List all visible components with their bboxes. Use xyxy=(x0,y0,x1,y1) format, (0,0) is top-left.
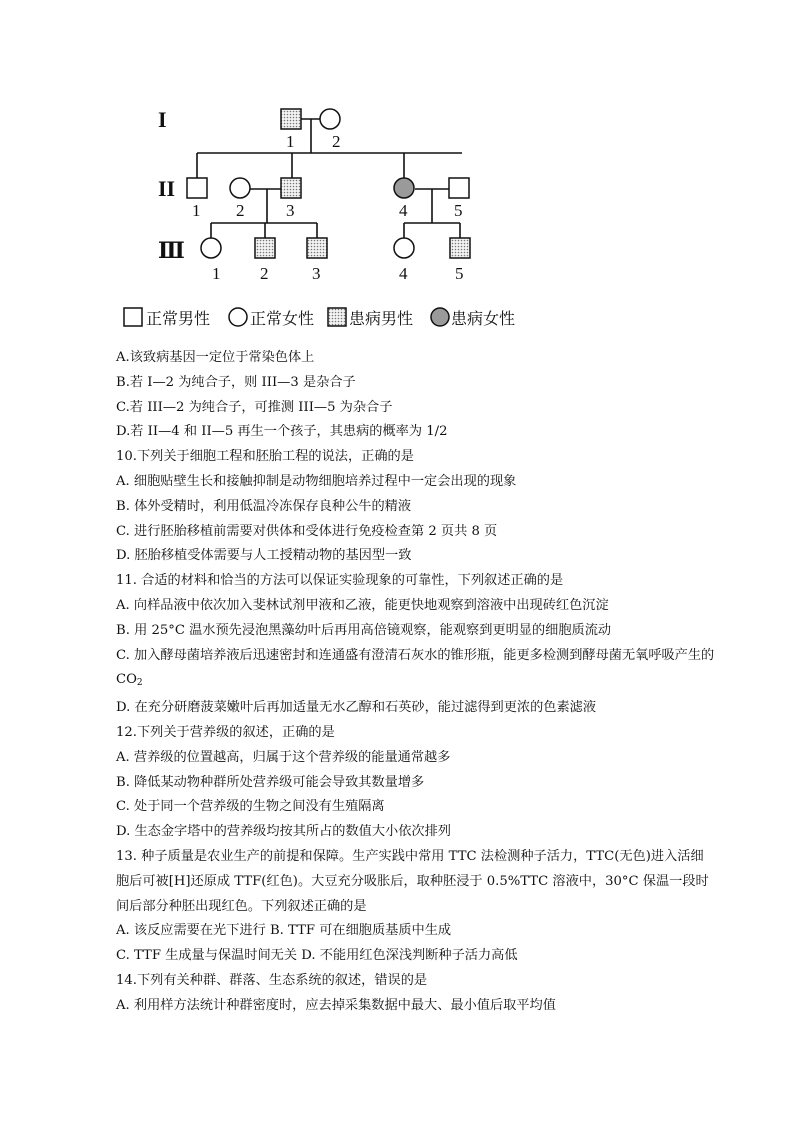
q11-option-a: A. 向样品液中依次加入斐林试剂甲液和乙液，能更快地观察到溶液中出现砖红色沉淀 xyxy=(116,597,609,613)
q10-option-a: A. 细胞贴壁生长和接触抑制是动物细胞培养过程中一定会出现的现象 xyxy=(116,473,517,489)
num-III-2: 2 xyxy=(260,264,269,283)
gen-label-I: I xyxy=(158,107,167,132)
num-III-1: 1 xyxy=(212,264,221,283)
III-1-normal-female xyxy=(201,238,221,258)
q12-option-b: B. 降低某动物种群所处营养级可能会导致其数量增多 xyxy=(116,774,425,790)
II-5-normal-male xyxy=(449,178,469,198)
num-I-2: 2 xyxy=(332,132,341,151)
q11-option-d: D. 在充分研磨菠菜嫩叶后再加适量无水乙醇和石英砂，能过滤得到更浓的色素滤液 xyxy=(116,700,597,716)
q14-option-a: A. 利用样方法统计种群密度时，应去掉采集数据中最大、最小值后取平均值 xyxy=(116,997,556,1013)
q9-option-a: A.该致病基因一定位于常染色体上 xyxy=(116,350,315,365)
q10-option-c: C. 进行胚胎移植前需要对供体和受体进行免疫检查第 2 页共 8 页 xyxy=(116,523,498,539)
legend-normal-female: 正常女性 xyxy=(250,309,315,328)
q10-option-d: D. 胚胎移植受体需要与人工授精动物的基因型一致 xyxy=(116,548,412,564)
q11-stem: 11. 合适的材料和恰当的方法可以保证实验现象的可靠性，下列叙述正确的是 xyxy=(116,573,564,589)
q11-option-b: B. 用 25°C 温水预先浸泡黑藻幼叶后再用高倍镜观察，能观察到更明显的细胞质流动 xyxy=(116,622,612,638)
q9-option-c: C.若 III—2 为纯合子，可推测 III—5 为杂合子 xyxy=(116,399,393,415)
I-1-affected-male xyxy=(281,109,301,129)
num-II-2: 2 xyxy=(236,201,245,220)
II-1-normal-male xyxy=(187,178,207,198)
II-4-affected-female xyxy=(394,178,414,198)
q12-option-a: A. 营养级的位置越高，归属于这个营养级的能量通常越多 xyxy=(116,749,451,765)
q11-option-c-subscript: 2 xyxy=(136,678,143,689)
num-II-3: 3 xyxy=(286,201,295,220)
III-2-affected-male xyxy=(255,238,275,258)
num-II-5: 5 xyxy=(454,201,463,220)
q9-option-d: D.若 II—4 和 II—5 再生一个孩子，其患病的概率为 1/2 xyxy=(116,424,448,440)
legend-affected-female-icon xyxy=(431,308,449,326)
legend-affected-female: 患病女性 xyxy=(451,309,516,328)
legend-normal-female-icon xyxy=(229,308,247,326)
III-5-affected-male xyxy=(450,238,470,258)
I-2-normal-female xyxy=(320,109,340,129)
num-III-5: 5 xyxy=(455,264,464,283)
q10-stem: 10.下列关于细胞工程和胚胎工程的说法，正确的是 xyxy=(116,449,414,465)
II-3-affected-male xyxy=(281,178,301,198)
q13-options-ab: A. 该反应需要在光下进行 B. TTF 可在细胞质基质中生成 xyxy=(116,923,452,939)
num-II-4: 4 xyxy=(399,201,408,220)
q9-option-b: B.若 I—2 为纯合子，则 III—3 是杂合子 xyxy=(116,374,356,390)
III-4-normal-female xyxy=(394,238,414,258)
q14-stem: 14.下列有关种群、群落、生态系统的叙述，错误的是 xyxy=(116,972,428,988)
num-I-1: 1 xyxy=(286,132,295,151)
q12-option-d: D. 生态金字塔中的营养级均按其所占的数值大小依次排列 xyxy=(116,824,451,840)
legend-affected-male-icon xyxy=(328,308,346,326)
q13-options-cd: C. TTF 生成量与保温时间无关 D. 不能用红色深浅判断种子活力高低 xyxy=(116,948,518,964)
gen-label-III: Ⅲ xyxy=(158,238,185,263)
question-text xyxy=(116,346,716,1019)
legend-normal-male-icon xyxy=(124,308,142,326)
num-III-3: 3 xyxy=(312,264,321,283)
III-3-affected-male xyxy=(307,238,327,258)
q10-option-b: B. 体外受精时，利用低温冷冻保存良种公牛的精液 xyxy=(116,498,412,514)
num-III-4: 4 xyxy=(399,264,408,283)
q11-option-c-text: C. 加入酵母菌培养液后迅速密封和连通盛有澄清石灰水的锥形瓶，能更多检测到酵母菌无氧呼吸产生的 CO xyxy=(116,647,715,688)
q11-option-c xyxy=(116,644,716,697)
gen-label-II: II xyxy=(158,176,176,201)
legend-affected-male: 患病男性 xyxy=(349,309,414,328)
pedigree-chart xyxy=(118,98,538,338)
q12-option-c: C. 处于同一个营养级的生物之间没有生殖隔离 xyxy=(116,799,385,815)
legend-normal-male: 正常男性 xyxy=(146,309,211,328)
pedigree-legend xyxy=(124,308,515,328)
q12-stem: 12.下列关于营养级的叙述，正确的是 xyxy=(116,724,335,740)
num-II-1: 1 xyxy=(192,201,201,220)
II-2-normal-female xyxy=(230,178,250,198)
q13-stem: 13. 种子质量是农业生产的前提和保障。生产实践中常用 TTC 法检测种子活力，TTC(无色)进入活细胞后可被[H]还原成 TTF(红色)。大豆充分吸胀后，取种胚浸于 0.5%TTC 溶液中，30°C 保温一段时间后部分种胚出现红色。下列叙述正确的是 xyxy=(116,848,709,914)
